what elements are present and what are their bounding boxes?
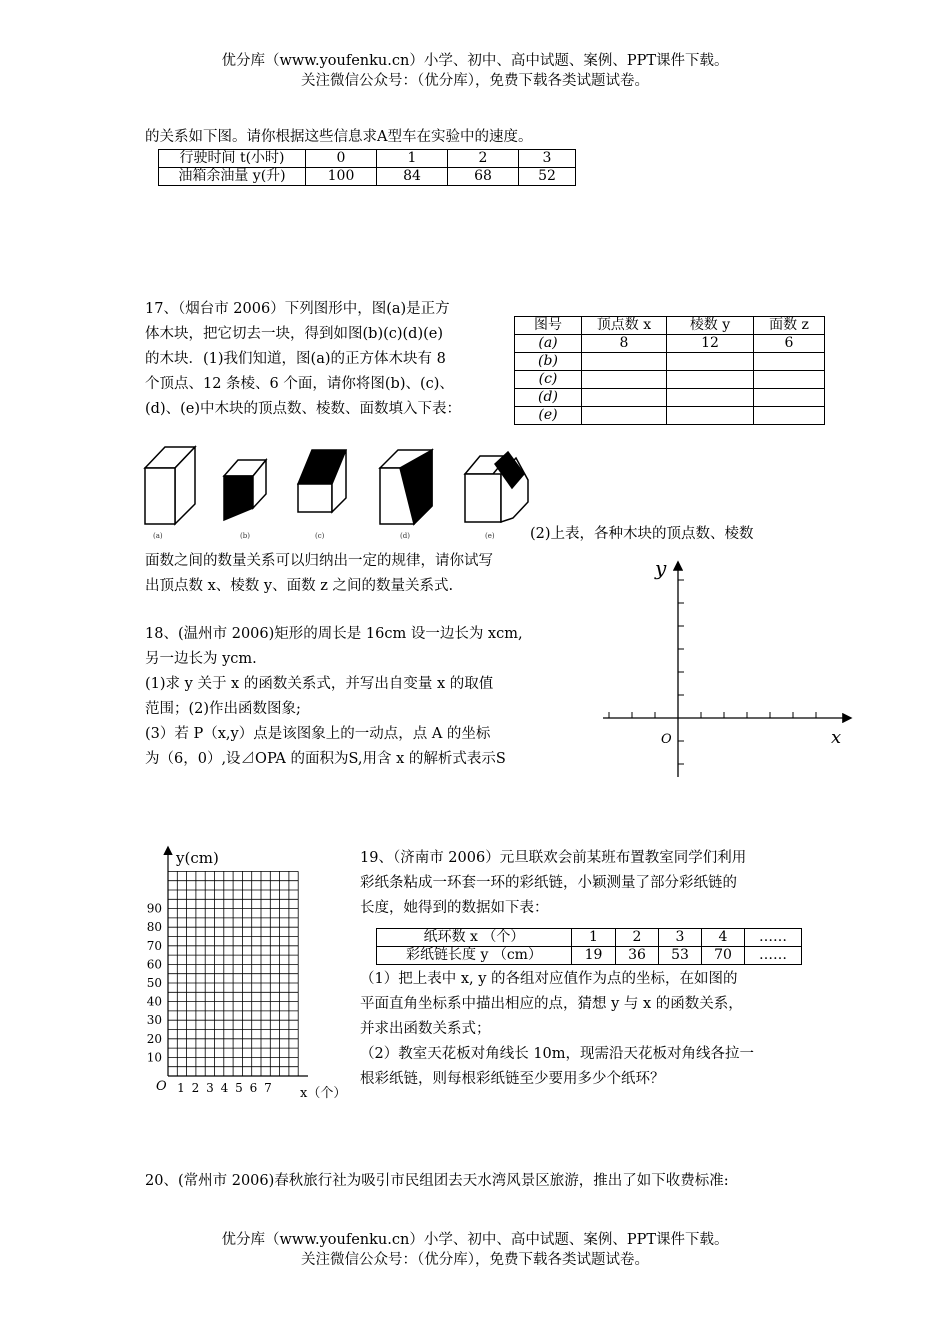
figure-e-block <box>465 452 528 522</box>
q18-axes <box>595 555 865 790</box>
table-cell[interactable] <box>754 389 825 407</box>
table-cell: 3 <box>659 929 702 947</box>
table-cell: 1 <box>377 150 448 168</box>
table-cell[interactable] <box>667 371 754 389</box>
table-cell: (a) <box>515 335 582 353</box>
origin-label: O <box>661 732 672 747</box>
table-row <box>515 389 825 407</box>
table-cell: 8 <box>582 335 667 353</box>
table-cell: 70 <box>702 947 745 965</box>
y-tick-label: 60 <box>146 957 162 972</box>
table-cell: 19 <box>572 947 616 965</box>
figure-a-cube <box>145 447 195 524</box>
table-cell: 36 <box>616 947 659 965</box>
q19-line: （1）把上表中 x, y 的各组对应值作为点的坐标，在如图的 <box>360 971 738 987</box>
q18-line: (3）若 P（x,y）点是该图象上的一动点，点 A 的坐标 <box>145 726 491 742</box>
y-tick-label: 50 <box>146 976 162 990</box>
figure-label-a: (a) <box>153 532 163 540</box>
table-cell: 12 <box>667 335 754 353</box>
figure-label-e: (e) <box>485 532 495 540</box>
q17-line: 个顶点、12 条棱、6 个面，请你将图(b)、(c)、 <box>145 376 454 392</box>
q17-part2-line: 出顶点数 x、棱数 y、面数 z 之间的数量关系式. <box>145 578 454 594</box>
x-tick-label: 5 <box>235 1081 243 1095</box>
q17-line: 的木块．(1)我们知道，图(a)的正方体木块有 8 <box>145 351 446 367</box>
q19-y-axis-label: y(cm) <box>176 849 219 867</box>
wood-block-figures <box>140 440 540 530</box>
table-cell: 彩纸链长度 y （cm） <box>377 947 572 965</box>
table-cell[interactable] <box>582 353 667 371</box>
y-axis-label: y <box>655 556 667 580</box>
q18-line: 18、(温州市 2006)矩形的周长是 16cm 设一边长为 xcm, <box>145 626 523 642</box>
table-cell: 0 <box>306 150 377 168</box>
figure-d-block <box>380 450 432 524</box>
q17-part2-line: (2)上表，各种木块的顶点数、棱数 <box>530 526 754 542</box>
table-cell: 52 <box>519 168 576 186</box>
table-cell[interactable] <box>667 389 754 407</box>
x-tick-label: 4 <box>220 1081 229 1095</box>
y-tick-label: 70 <box>146 938 162 953</box>
table-cell: …… <box>745 929 802 947</box>
q19-line: 长度，她得到的数据如下表： <box>360 900 549 916</box>
table-cell: (b) <box>515 353 582 371</box>
q18-line: 范围；(2)作出函数图象; <box>145 701 301 717</box>
x-tick-label: 6 <box>249 1081 258 1095</box>
table-cell: 3 <box>519 150 576 168</box>
table-row <box>515 371 825 389</box>
y-tick-label: 20 <box>146 1031 162 1046</box>
table-cell[interactable] <box>754 353 825 371</box>
q19-line: （2）教室天花板对角线长 10m，现需沿天花板对角线各拉一 <box>360 1046 755 1062</box>
q17-table <box>514 316 825 425</box>
table-cell: 6 <box>754 335 825 353</box>
table-header-cell: 面数 z <box>754 317 825 335</box>
table-cell: 2 <box>448 150 519 168</box>
table-cell: 1 <box>572 929 616 947</box>
figure-b-block <box>224 460 266 520</box>
y-tick-label: 10 <box>146 1050 162 1065</box>
footer-line-1: 优分库（www.youfenku.cn）小学、初中、高中试题、案例、PPT课件下载。 <box>221 1232 729 1248</box>
footer-line-2: 关注微信公众号：（优分库），免费下载各类试题试卷。 <box>301 1252 649 1268</box>
table-cell: 68 <box>448 168 519 186</box>
y-tick-label: 80 <box>146 920 162 935</box>
q19-line: 19、（济南市 2006）元旦联欢会前某班布置教室同学们利用 <box>360 850 747 866</box>
table-cell: 100 <box>306 168 377 186</box>
y-tick-label: 30 <box>146 1013 162 1028</box>
table-cell: 2 <box>616 929 659 947</box>
table-cell[interactable] <box>754 407 825 425</box>
table-cell[interactable] <box>667 407 754 425</box>
table-row <box>377 929 802 947</box>
q19-after-text <box>360 967 754 1092</box>
table-cell: 4 <box>702 929 745 947</box>
figure-c-block <box>298 450 346 512</box>
table-cell: 53 <box>659 947 702 965</box>
table-row <box>515 335 825 353</box>
q19-line: 并求出函数关系式； <box>360 1021 491 1037</box>
table-header-cell: 顶点数 x <box>582 317 667 335</box>
table-cell: …… <box>745 947 802 965</box>
q17-text <box>145 297 461 422</box>
table-row <box>515 317 825 335</box>
table-row <box>159 150 576 168</box>
q19-line: 彩纸条粘成一环套一环的彩纸链，小颖测量了部分彩纸链的 <box>360 875 737 891</box>
y-tick-label: 90 <box>146 901 162 916</box>
q19-table <box>376 928 802 965</box>
figure-label-c: (c) <box>315 532 325 540</box>
table-cell[interactable] <box>754 371 825 389</box>
q18-line: (1)求 y 关于 x 的函数关系式，并写出自变量 x 的取值 <box>145 676 494 692</box>
q18-line: 为（6，0）,设⊿OPA 的面积为S,用含 x 的解析式表示S <box>145 751 506 767</box>
table-cell[interactable] <box>582 371 667 389</box>
header-line-2: 关注微信公众号：（优分库），免费下载各类试题试卷。 <box>301 73 649 89</box>
figure-label-b: (b) <box>240 532 250 540</box>
q16-table <box>158 149 576 186</box>
table-cell[interactable] <box>582 389 667 407</box>
q19-line: 根彩纸链，则每根彩纸链至少要用多少个纸环？ <box>360 1071 665 1087</box>
q19-line: 平面直角坐标系中描出相应的点，猜想 y 与 x 的函数关系， <box>360 996 743 1012</box>
q19-x-axis-label: x（个） <box>300 1086 347 1101</box>
x-tick-label: 2 <box>191 1081 200 1095</box>
q19-origin-label: O <box>156 1079 167 1094</box>
x-tick-label: 7 <box>264 1081 272 1095</box>
table-cell: 纸环数 x （个） <box>377 929 572 947</box>
q18-line: 另一边长为 ycm. <box>145 651 257 667</box>
table-cell[interactable] <box>667 353 754 371</box>
figure-label-d: (d) <box>400 532 410 540</box>
x-tick-label: 3 <box>206 1081 214 1095</box>
q18-text <box>145 622 523 772</box>
q17-line: 17、（烟台市 2006）下列图形中，图(a)是正方 <box>145 301 450 317</box>
table-cell[interactable] <box>582 407 667 425</box>
table-row <box>159 168 576 186</box>
table-row <box>515 407 825 425</box>
x-axis-label: x <box>831 727 842 748</box>
q17-part2-line: 面数之间的数量关系可以归纳出一定的规律，请你试写 <box>145 553 493 569</box>
table-cell: (c) <box>515 371 582 389</box>
q19-text <box>360 846 746 921</box>
q16-text: 的关系如下图。请你根据这些信息求A型车在实验中的速度。 <box>145 129 533 145</box>
table-row <box>377 947 802 965</box>
table-header-cell: 棱数 y <box>667 317 754 335</box>
table-header-cell: 图号 <box>515 317 582 335</box>
table-row <box>515 353 825 371</box>
x-tick-label: 1 <box>177 1081 185 1095</box>
y-tick-label: 40 <box>146 994 162 1009</box>
table-cell: (e) <box>515 407 582 425</box>
table-cell: 油箱余油量 y(升) <box>159 168 306 186</box>
q17-line: (d)、(e)中木块的顶点数、棱数、面数填入下表： <box>145 401 461 417</box>
q19-graph <box>140 838 355 1108</box>
table-cell: (d) <box>515 389 582 407</box>
q20-text: 20、(常州市 2006)春秋旅行社为吸引市民组团去天水湾风景区旅游，推出了如下收费标准: <box>145 1173 729 1189</box>
table-cell: 行驶时间 t(小时) <box>159 150 306 168</box>
header-line-1: 优分库（www.youfenku.cn）小学、初中、高中试题、案例、PPT课件下载。 <box>221 53 729 69</box>
table-cell: 84 <box>377 168 448 186</box>
q17-line: 体木块，把它切去一块，得到如图(b)(c)(d)(e) <box>145 326 444 342</box>
